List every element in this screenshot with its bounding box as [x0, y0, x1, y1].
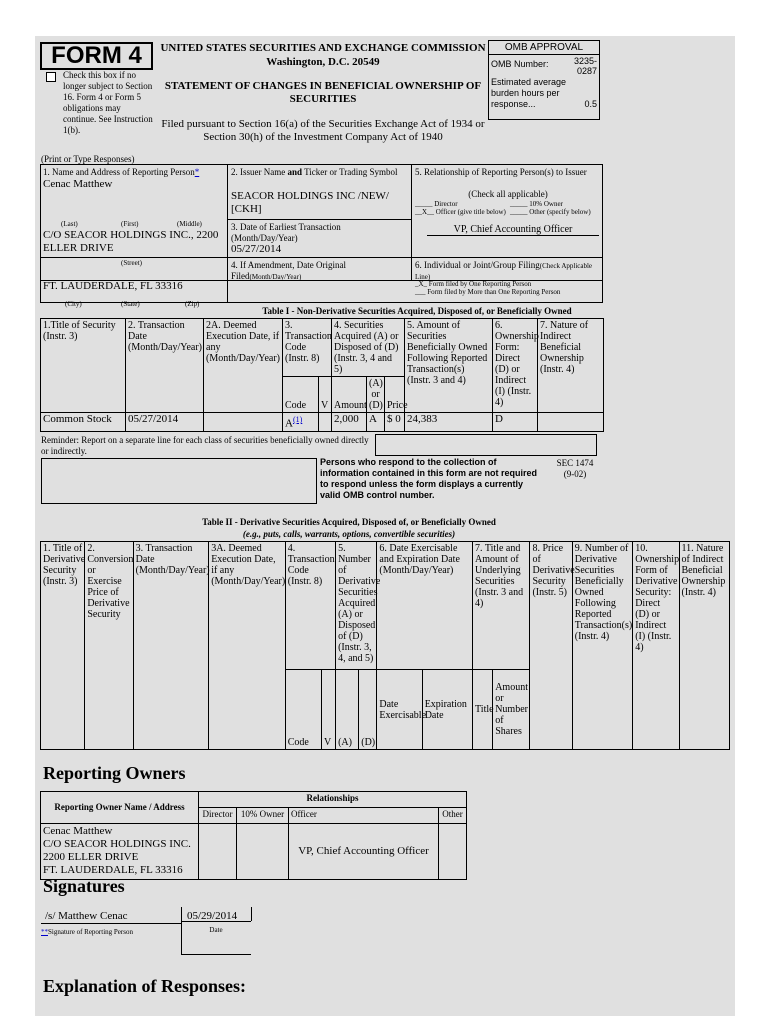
signature-value: /s/ Matthew Cenac: [45, 910, 128, 922]
owner-name-header: Reporting Owner Name / Address: [41, 792, 199, 824]
t1-v-cell: [319, 413, 332, 432]
one-person-option[interactable]: _X_ Form filed by One Reporting Person: [415, 280, 532, 288]
t2-a-header: (A): [336, 670, 359, 750]
asterisk-link[interactable]: *: [194, 167, 200, 177]
middle-label: (Middle): [177, 220, 202, 228]
agency-city: Washington, D.C. 20549: [266, 56, 380, 68]
t1-col2-header: 2. Transaction Date (Month/Day/Year): [126, 319, 204, 413]
box4-label: 4. If Amendment, Date Original Filed(Month/Day/Year): [231, 260, 346, 281]
zip-label: (Zip): [185, 300, 200, 308]
signature-date: 05/29/2014: [187, 910, 238, 922]
box5-label: 5. Relationship of Reporting Person(s) to Issuer: [415, 167, 587, 177]
t2-col4-header: 4. Transaction Code (Instr. 8): [285, 542, 335, 670]
form-page: [35, 36, 735, 1016]
notice-blank-box: [41, 458, 317, 504]
reporting-address: C/O SEACOR HOLDINGS INC., 2200 ELLER DRIVE: [43, 229, 219, 254]
table2-title: Table II - Derivative Securities Acquired, Disposed of, or Beneficially Owned: [202, 517, 496, 527]
t2-col2-header: 2. Conversion or Exercise Price of Derivative Security: [85, 542, 133, 750]
omb-burden-label: Estimated average burden hours per response...: [491, 77, 567, 109]
t2-expiration-header: Expiration Date: [422, 670, 472, 750]
t1-aord-header: (A) or (D): [367, 377, 385, 413]
other-option[interactable]: _____ Other (specify below): [510, 208, 591, 216]
reminder-text: Reminder: Report on a separate line for each class of securities beneficially owned directly or indirectly.: [41, 435, 369, 456]
t2-col3-header: 3. Transaction Date (Month/Day/Year): [133, 542, 209, 750]
form-title: FORM 4: [40, 42, 153, 70]
earliest-date: 05/27/2014: [231, 243, 282, 255]
footnote-1-link[interactable]: (1): [292, 415, 303, 424]
reminder-blank-box: [375, 434, 597, 456]
signatures-heading: Signatures: [43, 876, 125, 896]
owner-address-cell: Cenac Matthew C/O SEACOR HOLDINGS INC. 2200 ELLER DRIVE FT. LAUDERDALE, FL 33316: [41, 824, 199, 880]
reporting-owners-table: [40, 791, 467, 880]
t2-title-header: Title: [473, 670, 493, 750]
director-header: Director: [199, 808, 237, 824]
state-label: (State): [121, 300, 140, 308]
t2-col5-header: 5. Number of Derivative Securities Acquired (A) or Disposed of (D) (Instr. 3, 4, and 5): [336, 542, 377, 670]
tenpct-header: 10% Owner: [237, 808, 289, 824]
t2-amount-header: Amount or Number of Shares: [493, 670, 530, 750]
agency-name: UNITED STATES SECURITIES AND EXCHANGE COMMISSION: [160, 42, 486, 54]
officer-title: VP, Chief Accounting Officer: [427, 224, 599, 236]
box1-label: 1. Name and Address of Reporting Person*: [43, 167, 200, 177]
omb-title: OMB APPROVAL: [489, 41, 599, 55]
omb-burden: 0.5: [584, 99, 597, 109]
no-longer-subject-checkbox[interactable]: [46, 72, 56, 82]
filed-pursuant: Filed pursuant to Section 16(a) of the Securities Exchange Act of 1934 or Section 30(h) of the Investment Company Act of 1940: [161, 118, 485, 143]
officer-option[interactable]: __X__ Officer (give title below): [415, 208, 506, 216]
persons-notice: Persons who respond to the collection of information contained in this form are not required to respond unless the form displays a currently valid OMB control number.: [320, 457, 538, 500]
checkbox-label: Check this box if no longer subject to Section 16. Form 4 or Form 5 obligations may continue. See Instruction 1(b).: [63, 70, 153, 135]
t1-col7-header: 7. Nature of Indirect Beneficial Ownership (Instr. 4): [538, 319, 604, 413]
t1-title-cell: Common Stock: [41, 413, 126, 432]
box6-label: 6. Individual or Joint/Group Filing(Check Applicable Line): [415, 260, 593, 281]
t2-col6-header: 6. Date Exercisable and Expiration Date (Month/Day/Year): [377, 542, 473, 670]
table-row: [41, 413, 604, 432]
t2-col7-header: 7. Title and Amount of Underlying Securities (Instr. 3 and 4): [473, 542, 530, 670]
owner-other-cell: [439, 824, 467, 880]
date-label: Date: [209, 926, 223, 934]
ten-pct-option[interactable]: _____ 10% Owner: [510, 200, 563, 208]
owner-director-cell: [199, 824, 237, 880]
t2-col10-header: 10. Ownership Form of Derivative Security: Direct (D) or Indirect (I) (Instr. 4): [633, 542, 679, 750]
reporting-city: FT. LAUDERDALE, FL 33316: [43, 280, 183, 292]
issuer-name: SEACOR HOLDINGS INC /NEW/ [CKH]: [231, 190, 389, 215]
t1-col6-header: 6. Ownership Form: Direct (D) or Indirect (I) (Instr. 4): [493, 319, 538, 413]
officer-header: Officer: [289, 808, 439, 824]
table-row: [41, 824, 467, 880]
t2-col1-header: 1. Title of Derivative Security (Instr. 3): [41, 542, 85, 750]
t1-deemed-cell: [204, 413, 283, 432]
signature-label: **Signature of Reporting Person: [41, 928, 133, 936]
t1-col5-header: 5. Amount of Securities Beneficially Owned Following Reported Transaction(s) (Instr. 3 and 4): [405, 319, 493, 413]
omb-number: 3235-0287: [573, 56, 597, 76]
t1-nature-cell: [538, 413, 604, 432]
t1-owned-cell: 24,383: [405, 413, 493, 432]
t1-amount-header: Amount: [332, 377, 367, 413]
table1: [40, 318, 604, 432]
reporting-person-name: Cenac Matthew: [43, 178, 113, 190]
other-header: Other: [439, 808, 467, 824]
t2-col9-header: 9. Number of Derivative Securities Beneficially Owned Following Reported Transaction(s) (Instr. 4): [572, 542, 632, 750]
director-option[interactable]: _____ Director: [415, 200, 458, 208]
omb-number-label: OMB Number:: [491, 59, 549, 69]
owner-tenpct-cell: [237, 824, 289, 880]
relationships-header: Relationships: [199, 792, 467, 808]
t2-v-header: V: [321, 670, 335, 750]
box3-label: 3. Date of Earliest Transaction (Month/Day/Year): [231, 222, 341, 243]
t2-d-header: (D): [359, 670, 377, 750]
box5-check: (Check all applicable): [468, 189, 548, 199]
first-label: (First): [121, 220, 139, 228]
t1-aord-cell: A: [367, 413, 385, 432]
city-label: (City): [65, 300, 82, 308]
street-label: (Street): [121, 259, 142, 267]
sec-code: SEC 1474: [556, 458, 594, 468]
last-label: (Last): [61, 220, 78, 228]
statement-title: STATEMENT OF CHANGES IN BENEFICIAL OWNERSHIP OF SECURITIES: [164, 80, 482, 105]
sec-date: (9-02): [563, 469, 587, 479]
t1-col3-header: 3. Transaction Code (Instr. 8): [283, 319, 332, 377]
explanation-heading: Explanation of Responses:: [43, 976, 247, 996]
t2-exercisable-header: Date Exercisable: [377, 670, 422, 750]
t1-code-cell: $A^{(1)}$: [283, 413, 319, 432]
t2-col11-header: 11. Nature of Indirect Beneficial Ownership (Instr. 4): [679, 542, 729, 750]
t1-code-header: Code: [283, 377, 319, 413]
box2-label: 2. Issuer Name and Ticker or Trading Symbol: [231, 167, 398, 177]
t2-col8-header: 8. Price of Derivative Security (Instr. 5): [530, 542, 572, 750]
t1-form-cell: D: [493, 413, 538, 432]
t1-col2a-header: 2A. Deemed Execution Date, if any (Month/Day/Year): [204, 319, 283, 413]
reporting-owners-heading: Reporting Owners: [43, 763, 186, 783]
signature-footnote-link[interactable]: **: [41, 928, 48, 936]
t1-v-header: V: [319, 377, 332, 413]
t1-price-cell: $ 0: [385, 413, 405, 432]
owner-officer-cell: VP, Chief Accounting Officer: [289, 824, 439, 880]
t2-code-header: Code: [285, 670, 321, 750]
t1-col1-header: 1.Title of Security (Instr. 3): [41, 319, 126, 413]
omb-approval-box: [488, 40, 600, 120]
t1-price-header: Price: [385, 377, 405, 413]
t1-amount-cell: 2,000: [332, 413, 367, 432]
table2-subtitle: (e.g., puts, calls, warrants, options, convertible securities): [242, 529, 456, 539]
table2: [40, 541, 730, 750]
print-type-note: (Print or Type Responses): [41, 154, 135, 164]
t1-date-cell: 05/27/2014: [126, 413, 204, 432]
t2-col3a-header: 3A. Deemed Execution Date, if any (Month/Day/Year): [209, 542, 286, 750]
t1-col4-header: 4. Securities Acquired (A) or Disposed of (D) (Instr. 3, 4 and 5): [332, 319, 405, 377]
group-option[interactable]: ___ Form filed by More than One Reporting Person: [415, 288, 561, 296]
table1-title: Table I - Non-Derivative Securities Acquired, Disposed of, or Beneficially Owned: [262, 306, 572, 316]
